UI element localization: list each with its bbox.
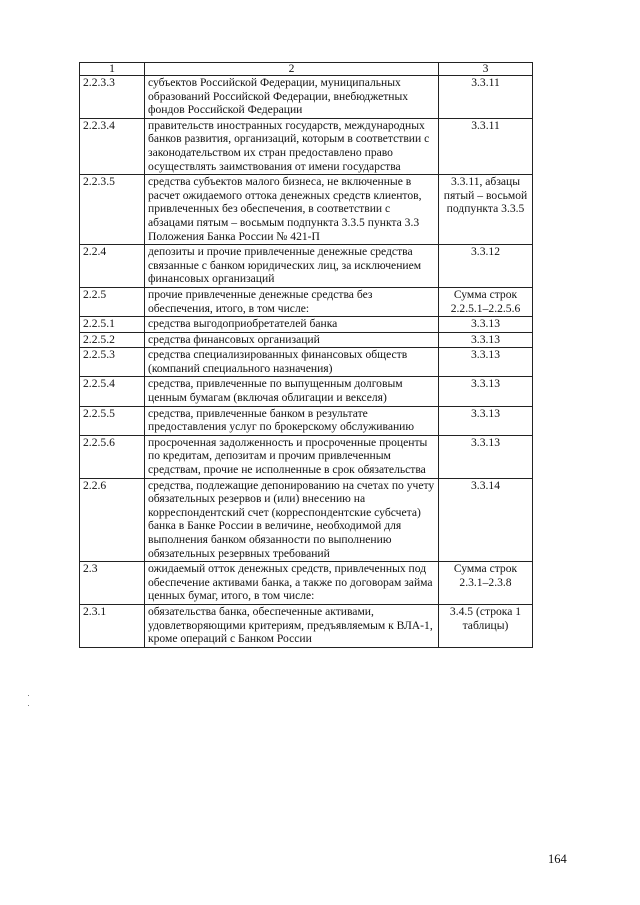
row-reference: Сумма строк 2.3.1–2.3.8 [439,562,533,605]
row-code: 2.2.3.4 [80,118,145,174]
row-description: средства субъектов малого бизнеса, не включенные в расчет ожидаемого оттока денежных средств клиентов, привлеченных без обеспечения, в соответствии с абзацами пятым – восьмым подпункта 3.3.5 пункта 3.3 Положения Банка России № 421-П [145,175,439,245]
row-description: средства, привлеченные банком в результате предоставления услуг по брокерскому обслуживанию [145,406,439,435]
table-row [80,377,533,406]
row-description: депозиты и прочие привлеченные денежные средства связанные с банком юридических лиц, за исключением финансовых организаций [145,245,439,288]
page-number: 164 [548,852,567,866]
row-description: просроченная задолженность и просроченные проценты по кредитам, депозитам и прочим привлеченным средствам, прочие не исполненные в срок обязательства [145,435,439,478]
row-code: 2.2.5.5 [80,406,145,435]
row-code: 2.2.5.2 [80,332,145,348]
scan-artifact [28,705,29,706]
table-header-row [80,63,533,76]
table-row [80,435,533,478]
row-description: средства выгодоприобретателей банка [145,317,439,333]
row-code: 2.2.5.6 [80,435,145,478]
row-description: правительств иностранных государств, международных банков развития, организаций, которым в соответствии с законодательством их стран предоставлено право осуществлять заимствования от имени государства [145,118,439,174]
row-reference: 3.4.5 (строка 1 таблицы) [439,604,533,647]
row-code: 2.2.3.3 [80,76,145,119]
row-code: 2.2.5 [80,287,145,316]
row-description: субъектов Российской Федерации, муниципальных образований Российской Федерации, внебюджетных фондов Российской Федерации [145,76,439,119]
column-header-2: 2 [145,63,439,76]
table-row [80,287,533,316]
row-reference: 3.3.13 [439,406,533,435]
table-row [80,245,533,288]
table-row [80,406,533,435]
table-row [80,76,533,119]
row-code: 2.3 [80,562,145,605]
row-reference: Сумма строк 2.2.5.1–2.2.5.6 [439,287,533,316]
row-reference: 3.3.13 [439,435,533,478]
table-row [80,348,533,377]
table-row [80,562,533,605]
row-reference: 3.3.13 [439,377,533,406]
row-reference: 3.3.11 [439,118,533,174]
table-row [80,332,533,348]
row-code: 2.2.6 [80,478,145,562]
row-reference: 3.3.11, абзацы пятый – восьмой подпункта 3.3.5 [439,175,533,245]
table-row [80,317,533,333]
table-row [80,478,533,562]
row-code: 2.2.4 [80,245,145,288]
row-description: средства, привлеченные по выпущенным долговым ценным бумагам (включая облигации и векселя) [145,377,439,406]
column-header-1: 1 [80,63,145,76]
row-code: 2.2.5.4 [80,377,145,406]
regulation-table [79,62,533,648]
row-description: средства, подлежащие депонированию на счетах по учету обязательных резервов и (или) внесению на корреспондентский счет (корреспондентские субсчета) банка в Банке России в величине, необходимой для выполнения банком обязанности по выполнению обязательных резервных требований [145,478,439,562]
row-reference: 3.3.14 [439,478,533,562]
row-reference: 3.3.12 [439,245,533,288]
row-code: 2.2.5.1 [80,317,145,333]
row-code: 2.2.3.5 [80,175,145,245]
row-code: 2.2.5.3 [80,348,145,377]
scan-artifact [28,695,29,696]
row-description: средства специализированных финансовых обществ (компаний специального назначения) [145,348,439,377]
row-description: прочие привлеченные денежные средства без обеспечения, итого, в том числе: [145,287,439,316]
row-reference: 3.3.13 [439,332,533,348]
column-header-3: 3 [439,63,533,76]
row-description: ожидаемый отток денежных средств, привлеченных под обеспечение активами банка, а также по договорам займа ценных бумаг, итого, в том числе: [145,562,439,605]
row-reference: 3.3.13 [439,317,533,333]
row-reference: 3.3.13 [439,348,533,377]
row-description: обязательства банка, обеспеченные активами, удовлетворяющими критериям, предъявляемым к ВЛА-1, кроме операций с Банком России [145,604,439,647]
row-reference: 3.3.11 [439,76,533,119]
row-description: средства финансовых организаций [145,332,439,348]
table-row [80,118,533,174]
table-row [80,604,533,647]
row-code: 2.3.1 [80,604,145,647]
table-row [80,175,533,245]
